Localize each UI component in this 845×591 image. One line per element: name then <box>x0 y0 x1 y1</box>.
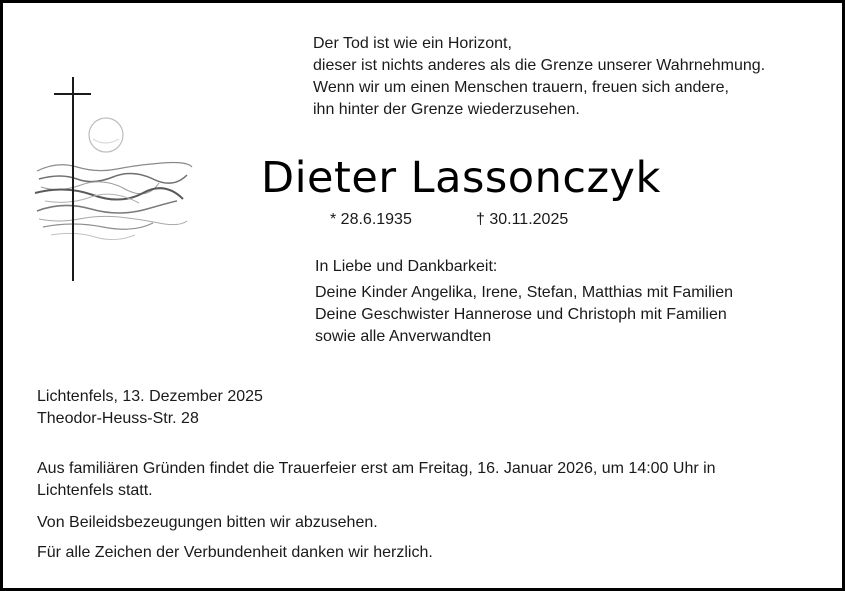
poem-line: dieser ist nichts anderes als die Grenze unserer Wahrnehmung. <box>313 57 766 74</box>
poem-line: ihn hinter der Grenze wiederzusehen. <box>313 101 580 118</box>
mourners-intro: In Liebe und Dankbarkeit: <box>315 258 498 275</box>
poem-line: Wenn wir um einen Menschen trauern, freuen sich andere, <box>313 79 729 96</box>
cross-landscape-icon <box>31 73 201 283</box>
poem <box>313 33 765 121</box>
street-address: Theodor-Heuss-Str. 28 <box>37 410 199 427</box>
mourner-line: sowie alle Anverwandten <box>315 328 492 345</box>
thanks-note: Für alle Zeichen der Verbundenheit danken wir herzlich. <box>37 544 433 561</box>
deceased-name: Dieter Lassonczyk <box>261 153 661 203</box>
mourner-line: Deine Kinder Angelika, Irene, Stefan, Matthias mit Familien <box>315 284 733 301</box>
funeral-note <box>37 458 807 502</box>
mourner-line: Deine Geschwister Hannerose und Christoph mit Familien <box>315 306 727 323</box>
address-block <box>37 386 263 430</box>
condolence-note: Von Beileidsbezeugungen bitten wir abzusehen. <box>37 514 378 531</box>
place-date: Lichtenfels, 13. Dezember 2025 <box>37 388 263 405</box>
mourners-block <box>315 256 733 348</box>
death-date: † 30.11.2025 <box>476 211 569 228</box>
birth-date: * 28.6.1935 <box>330 211 412 228</box>
poem-line: Der Tod ist wie ein Horizont, <box>313 35 512 52</box>
funeral-note-line: Aus familiären Gründen findet die Trauerfeier erst am Freitag, 16. Januar 2026, um 14:00 Uhr in <box>37 460 716 477</box>
funeral-note-line: Lichtenfels statt. <box>37 482 153 499</box>
